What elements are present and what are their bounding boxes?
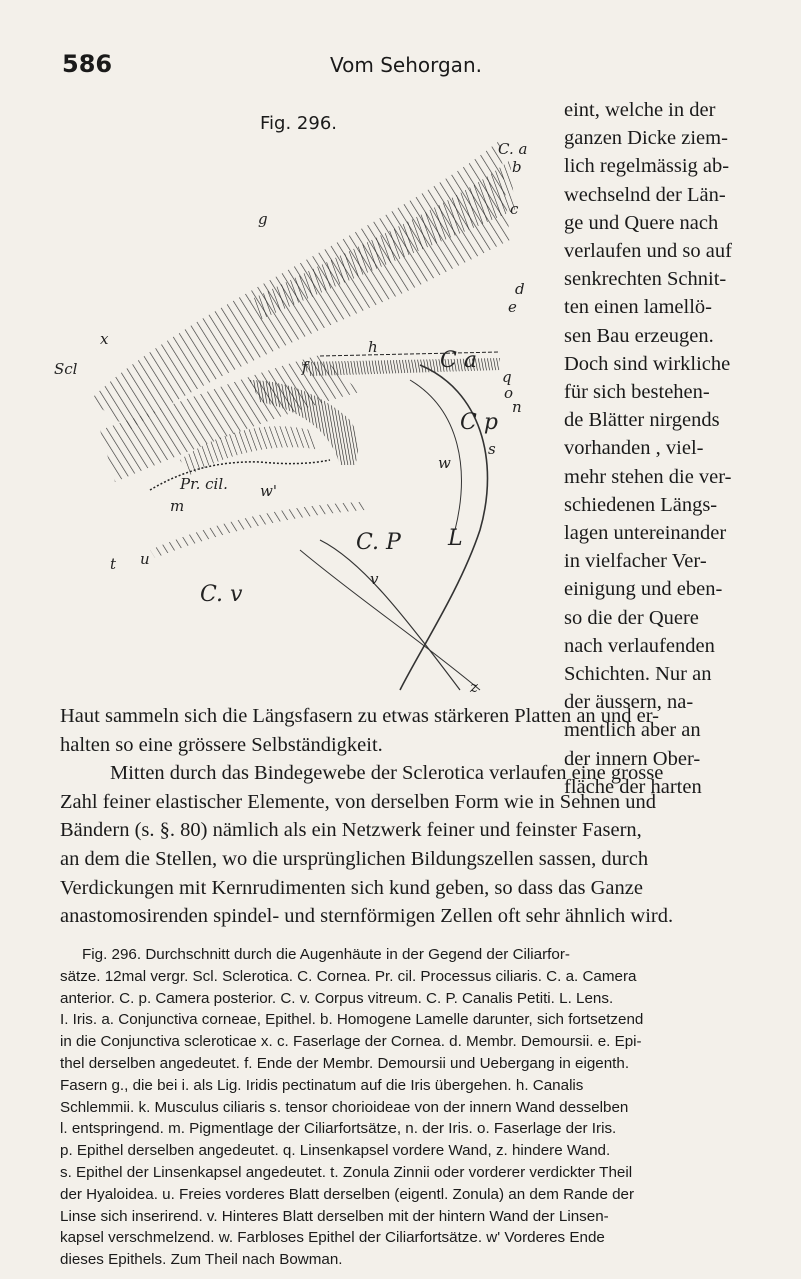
lens-anterior: [410, 380, 461, 530]
caption-line: in die Conjunctiva scleroticae x. c. Faserlage der Cornea. d. Membr. Demoursii. e. Epi-: [60, 1033, 642, 1051]
side-line: einigung und eben-: [564, 578, 723, 601]
letter-cP: C. P: [356, 530, 401, 555]
side-line: wechselnd der Län-: [564, 183, 726, 206]
side-line: ten einen lamellö-: [564, 296, 712, 319]
letter-cv: C. v: [200, 582, 243, 607]
letter-d: d: [515, 280, 525, 298]
side-line: de Blätter nirgends: [564, 409, 720, 432]
side-line: mehr stehen die ver-: [564, 465, 732, 488]
side-line: Doch sind wirkliche: [564, 352, 731, 375]
body-line: anastomosirenden spindel- und sternförmigen Zellen oft sehr ähnlich wird.: [60, 905, 674, 928]
hyaloidea: [320, 540, 460, 690]
body-line: Bändern (s. §. 80) nämlich als ein Netzwerk feiner und feinster Fasern,: [60, 819, 642, 842]
caption-line: Schlemmii. k. Musculus ciliaris s. tensor chorioideae von der innern Wand desselben: [60, 1098, 629, 1116]
side-line: vorhanden , viel-: [564, 437, 704, 460]
side-line: Schichten. Nur an: [564, 663, 712, 686]
body-line: Verdickungen mit Kernrudimenten sich kund geben, so dass das Ganze: [60, 876, 643, 899]
letter-m: m: [170, 497, 185, 515]
side-line: senkrechten Schnit-: [564, 268, 727, 291]
letter-z: z: [470, 678, 478, 696]
side-line: der äussern, na-: [564, 691, 694, 714]
side-line: in vielfacher Ver-: [564, 550, 707, 573]
caption-line: thel derselben angedeutet. f. Ende der Membr. Demoursii und Uebergang in eigenth.: [60, 1054, 630, 1072]
caption-line: anterior. C. p. Camera posterior. C. v. Corpus vitreum. C. P. Canalis Petiti. L. Lens.: [60, 989, 614, 1007]
caption-line: p. Epithel derselben angedeutet. q. Linsenkapsel vordere Wand, z. hindere Wand.: [60, 1142, 611, 1160]
letter-prcil: Pr. cil.: [180, 475, 228, 493]
side-line: eint, welche in der: [564, 99, 716, 121]
caption-line: Linse sich inserirend. v. Hinteres Blatt derselben mit der hintern Wand der Linsen-: [60, 1207, 609, 1225]
body-line: an dem die Stellen, wo die ursprünglichen Bildungszellen sassen, durch: [60, 847, 649, 870]
caption-line: Fasern g., die bei i. als Lig. Iridis pectinatum auf die Iris übergehen. h. Canalis: [60, 1076, 584, 1094]
letter-l: L: [448, 526, 463, 551]
letter-s: s: [488, 440, 496, 458]
letter-cp: C p: [460, 410, 498, 435]
caption-line: l. entspringend. m. Pigmentlage der Ciliarfortsätze, n. der Iris. o. Faserlage der Iris.: [60, 1120, 617, 1138]
caption-line: I. Iris. a. Conjunctiva corneae, Epithel. b. Homogene Lamelle darunter, sich fortsetzend: [60, 1011, 644, 1029]
side-line: der innern Ober-: [564, 747, 701, 770]
side-line: lagen untereinander: [564, 522, 727, 545]
body-line: Zahl feiner elastischer Elemente, von derselben Form wie in Sehnen und: [60, 790, 657, 813]
caption-line: dieses Epithels. Zum Theil nach Bowman.: [60, 1251, 343, 1269]
caption-line: kapsel verschmelzend. w. Farbloses Epithel der Ciliarfortsätze. w' Vorderes Ende: [60, 1229, 605, 1247]
letter-n: n: [512, 398, 522, 416]
caption-line: sätze. 12mal vergr. Scl. Sclerotica. C. Cornea. Pr. cil. Processus ciliaris. C. a. Camera: [60, 967, 637, 985]
side-line: schiedenen Längs-: [564, 493, 718, 516]
side-line: fläche der harten: [564, 775, 702, 798]
body-line: halten so eine grössere Selbständigkeit.: [60, 733, 383, 756]
letter-g: g: [258, 210, 268, 228]
side-line: sen Bau erzeugen.: [564, 324, 714, 347]
letter-o: o: [504, 384, 514, 402]
figure-label: Fig. 296.: [260, 113, 337, 134]
page-number: 586: [62, 50, 113, 78]
figure-296: [54, 130, 540, 720]
caption-line: Fig. 296. Durchschnitt durch die Augenhäute in der Gegend der Ciliarfor-: [82, 946, 570, 963]
letter-x: x: [100, 330, 109, 348]
side-line: ge und Quere nach: [564, 211, 719, 234]
letter-wp: w': [260, 482, 277, 500]
side-line: ganzen Dicke ziem-: [564, 127, 728, 150]
caption-line: s. Epithel der Linsenkapsel angedeutet. t. Zonula Zinnii oder vorderer verdickter Theil: [60, 1163, 633, 1181]
letter-e: e: [508, 298, 517, 316]
body-line: Mitten durch das Bindegewebe der Sclerotica verlaufen eine grosse: [110, 762, 664, 785]
side-line: lich regelmässig ab-: [564, 155, 730, 178]
side-line: nach verlaufenden: [564, 634, 715, 657]
letter-t: t: [110, 555, 117, 573]
caption-line: der Hyaloidea. u. Freies vorderes Blatt derselben (eigentl. Zonula) an dem Rande der: [60, 1185, 635, 1203]
letter-q: q: [502, 368, 512, 386]
letter-ca2: C a: [440, 348, 477, 373]
letter-v: v: [370, 570, 379, 588]
body-line: Haut sammeln sich die Längsfasern zu etwas stärkeren Platten an und er-: [60, 705, 660, 727]
letter-f: f: [302, 358, 308, 376]
letter-u: u: [140, 550, 150, 568]
side-line: für sich bestehen-: [564, 381, 710, 404]
side-line: so die der Quere: [564, 606, 699, 629]
letter-w: w: [438, 454, 451, 472]
figure-caption: [60, 944, 744, 1271]
letter-scl: Scl: [54, 360, 78, 378]
side-line: mentlich aber an: [564, 719, 701, 742]
letter-b: b: [512, 158, 522, 176]
side-line: verlaufen und so auf: [564, 240, 732, 263]
body-text: [60, 702, 740, 931]
side-column-text: [564, 96, 796, 801]
running-title: Vom Sehorgan.: [330, 53, 482, 77]
letter-h: h: [368, 338, 378, 356]
letter-ca: C. a: [498, 140, 528, 158]
letter-c: c: [510, 200, 519, 218]
